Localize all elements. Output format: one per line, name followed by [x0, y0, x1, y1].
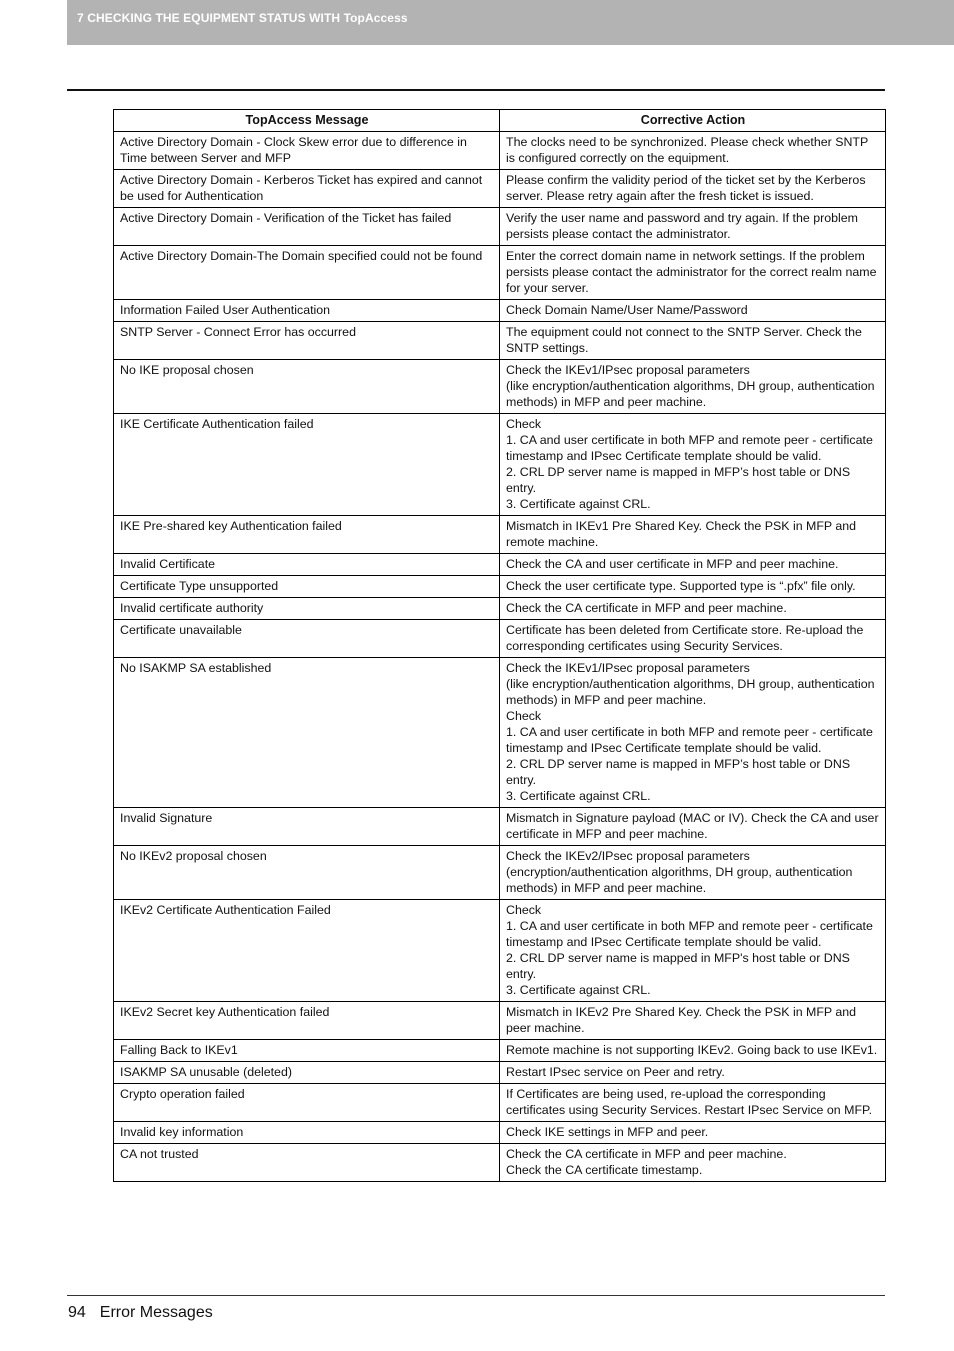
- message-cell: Active Directory Domain-The Domain specified could not be found: [114, 246, 500, 300]
- message-cell: Certificate unavailable: [114, 620, 500, 658]
- table-row: [114, 1040, 886, 1062]
- message-cell: Active Directory Domain - Verification of the Ticket has failed: [114, 208, 500, 246]
- table-row: [114, 620, 886, 658]
- message-cell: Falling Back to IKEv1: [114, 1040, 500, 1062]
- message-cell: SNTP Server - Connect Error has occurred: [114, 322, 500, 360]
- action-cell: Mismatch in IKEv2 Pre Shared Key. Check the PSK in MFP and peer machine.: [500, 1002, 886, 1040]
- table-row: [114, 414, 886, 516]
- action-cell: Enter the correct domain name in network settings. If the problem persists please contact the administrator for the correct realm name for your server.: [500, 246, 886, 300]
- table-row: [114, 1002, 886, 1040]
- message-cell: IKE Pre-shared key Authentication failed: [114, 516, 500, 554]
- message-cell: Active Directory Domain - Clock Skew error due to difference in Time between Server and MFP: [114, 132, 500, 170]
- action-cell: Verify the user name and password and try again. If the problem persists please contact the administrator.: [500, 208, 886, 246]
- table-row: [114, 554, 886, 576]
- message-cell: No IKEv2 proposal chosen: [114, 846, 500, 900]
- action-cell: Check the IKEv2/IPsec proposal parameters (encryption/authentication algorithms, DH group, authentication methods) in MFP and peer machine.: [500, 846, 886, 900]
- action-cell: The equipment could not connect to the SNTP Server. Check the SNTP settings.: [500, 322, 886, 360]
- table-row: [114, 1122, 886, 1144]
- message-cell: Invalid Signature: [114, 808, 500, 846]
- message-cell: IKEv2 Certificate Authentication Failed: [114, 900, 500, 1002]
- action-cell: Check Domain Name/User Name/Password: [500, 300, 886, 322]
- table-row: [114, 576, 886, 598]
- page-number: 94: [68, 1304, 86, 1321]
- action-cell: The clocks need to be synchronized. Please check whether SNTP is configured correctly on the equipment.: [500, 132, 886, 170]
- message-cell: Crypto operation failed: [114, 1084, 500, 1122]
- action-cell: Check the CA and user certificate in MFP and peer machine.: [500, 554, 886, 576]
- table-row: [114, 516, 886, 554]
- action-cell: Check the IKEv1/IPsec proposal parameters (like encryption/authentication algorithms, DH group, authentication methods) in MFP and peer machine.: [500, 360, 886, 414]
- message-cell: Invalid certificate authority: [114, 598, 500, 620]
- action-cell: If Certificates are being used, re-upload the corresponding certificates using Security Services. Restart IPsec Service on MFP.: [500, 1084, 886, 1122]
- column-header-action: Corrective Action: [500, 110, 886, 132]
- table-row: [114, 300, 886, 322]
- column-header-message: TopAccess Message: [114, 110, 500, 132]
- table-row: [114, 322, 886, 360]
- table-row: [114, 598, 886, 620]
- action-cell: Check 1. CA and user certificate in both MFP and remote peer - certificate timestamp and IPsec Certificate template should be valid. 2. CRL DP server name is mapped in MFP’s host table or DNS entry. 3. Certificate against CRL.: [500, 414, 886, 516]
- message-cell: IKEv2 Secret key Authentication failed: [114, 1002, 500, 1040]
- table-row: [114, 360, 886, 414]
- message-cell: ISAKMP SA unusable (deleted): [114, 1062, 500, 1084]
- table-row: [114, 170, 886, 208]
- table-row: [114, 1144, 886, 1182]
- message-cell: Invalid key information: [114, 1122, 500, 1144]
- message-cell: Certificate Type unsupported: [114, 576, 500, 598]
- action-cell: Check 1. CA and user certificate in both MFP and remote peer - certificate timestamp and IPsec Certificate template should be valid. 2. CRL DP server name is mapped in MFP's host table or DNS entry. 3. Certificate against CRL.: [500, 900, 886, 1002]
- action-cell: Check IKE settings in MFP and peer.: [500, 1122, 886, 1144]
- message-cell: IKE Certificate Authentication failed: [114, 414, 500, 516]
- section-title: Error Messages: [99, 1304, 213, 1321]
- table-header-row: [114, 110, 886, 132]
- action-cell: Please confirm the validity period of the ticket set by the Kerberos server. Please retry again after the fresh ticket is issued.: [500, 170, 886, 208]
- table-row: [114, 846, 886, 900]
- top-divider: [67, 89, 885, 91]
- action-cell: Check the user certificate type. Supported type is “.pfx” file only.: [500, 576, 886, 598]
- table-row: [114, 900, 886, 1002]
- bottom-divider: [67, 1295, 885, 1296]
- table-row: [114, 246, 886, 300]
- chapter-title: 7 CHECKING THE EQUIPMENT STATUS WITH TopAccess: [77, 11, 408, 25]
- action-cell: Certificate has been deleted from Certificate store. Re-upload the corresponding certificates using Security Services.: [500, 620, 886, 658]
- action-cell: Mismatch in Signature payload (MAC or IV). Check the CA and user certificate in MFP and peer machine.: [500, 808, 886, 846]
- table-row: [114, 1062, 886, 1084]
- table-row: [114, 1084, 886, 1122]
- action-cell: Check the IKEv1/IPsec proposal parameters (like encryption/authentication algorithms, DH group, authentication methods) in MFP and peer machine. Check 1. CA and user certificate in both MFP and remote peer - certificate timestamp and IPsec Certificate template should be valid. 2. CRL DP server name is mapped in MFP’s host table or DNS entry. 3. Certificate against CRL.: [500, 658, 886, 808]
- message-cell: Active Directory Domain - Kerberos Ticket has expired and cannot be used for Authentication: [114, 170, 500, 208]
- message-cell: CA not trusted: [114, 1144, 500, 1182]
- page-footer: [68, 1304, 213, 1322]
- table-row: [114, 808, 886, 846]
- message-cell: No ISAKMP SA established: [114, 658, 500, 808]
- table-row: [114, 132, 886, 170]
- error-messages-table: [113, 109, 886, 1182]
- table-body: [114, 132, 886, 1182]
- message-cell: Information Failed User Authentication: [114, 300, 500, 322]
- message-cell: No IKE proposal chosen: [114, 360, 500, 414]
- action-cell: Check the CA certificate in MFP and peer machine.: [500, 598, 886, 620]
- action-cell: Remote machine is not supporting IKEv2. Going back to use IKEv1.: [500, 1040, 886, 1062]
- message-cell: Invalid Certificate: [114, 554, 500, 576]
- action-cell: Restart IPsec service on Peer and retry.: [500, 1062, 886, 1084]
- chapter-header-bar: [67, 0, 954, 45]
- table-row: [114, 658, 886, 808]
- action-cell: Check the CA certificate in MFP and peer machine. Check the CA certificate timestamp.: [500, 1144, 886, 1182]
- action-cell: Mismatch in IKEv1 Pre Shared Key. Check the PSK in MFP and remote machine.: [500, 516, 886, 554]
- table-row: [114, 208, 886, 246]
